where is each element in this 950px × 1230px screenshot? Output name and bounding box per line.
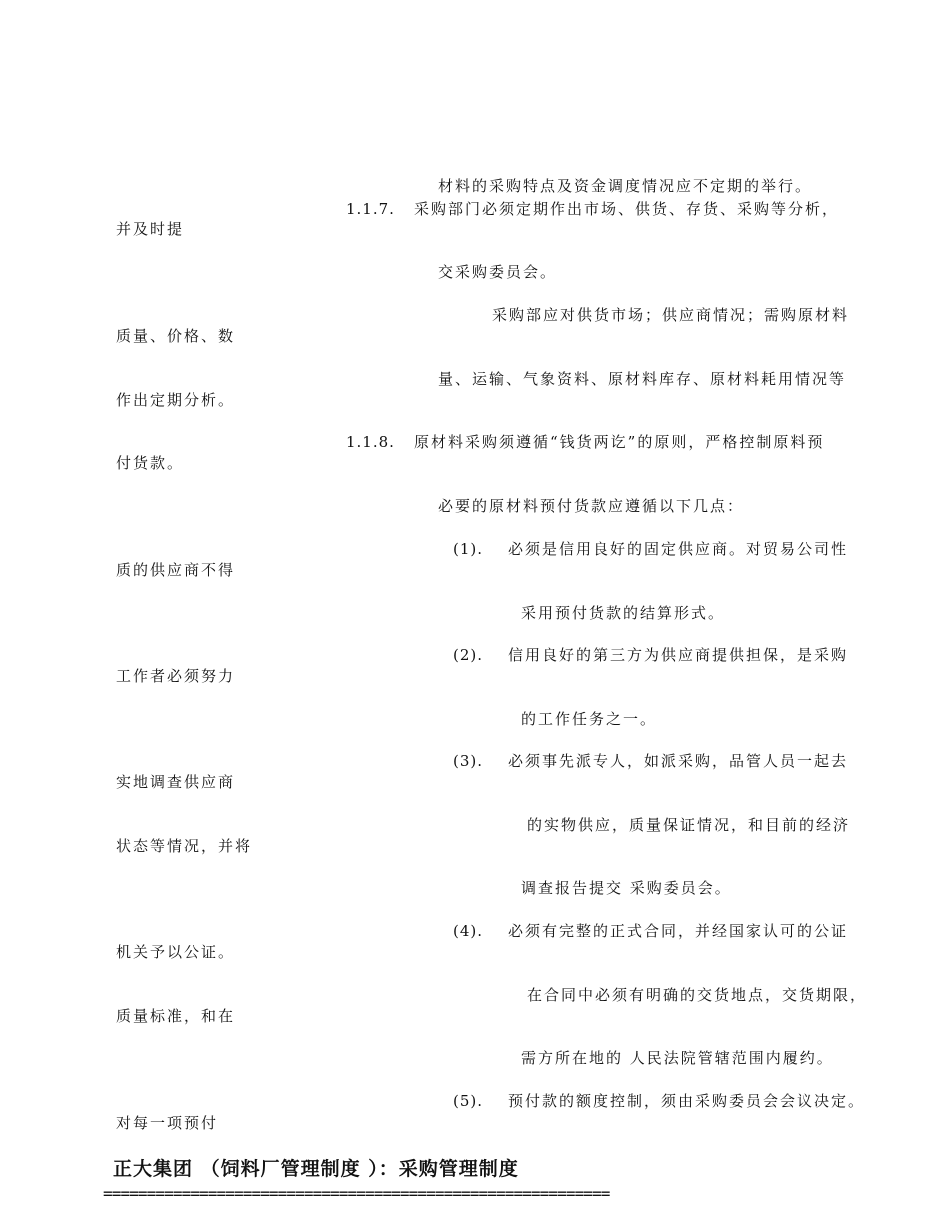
text-line: 采购部门必须定期作出市场、供货、存货、采购等分析，: [414, 200, 840, 218]
text-line: 必须是信用良好的固定供应商。对贸易公司性: [508, 540, 849, 558]
text-line: 原材料采购须遵循“钱货两讫”的原则，严格控制原料预: [414, 433, 825, 451]
text-line: 的工作任务之一。: [521, 710, 658, 728]
text-line: 作出定期分析。: [116, 391, 236, 409]
text-line: 质量、价格、数: [116, 327, 236, 345]
section-number: 1.1.8.: [346, 433, 395, 451]
text-line: 实地调查供应商: [116, 773, 236, 791]
text-line: 必须有完整的正式合同，并经国家认可的公证: [508, 922, 849, 940]
item-number: (1).: [453, 540, 484, 558]
text-line: 的实物供应，质量保证情况，和目前的经济: [527, 816, 851, 834]
text-line: 交采购委员会。: [438, 263, 558, 281]
text-line: 必要的原材料预付货款应遵循以下几点：: [438, 497, 745, 515]
section-number: 1.1.7.: [346, 200, 395, 218]
item-number: (3).: [453, 752, 484, 770]
footer-title: 正大集团 （饲料厂管理制度 ）：采购管理制度: [113, 1158, 519, 1180]
text-line: 质量标准，和在: [116, 1007, 236, 1025]
item-number: (5).: [453, 1092, 484, 1110]
footer-divider: ==========================================================: [103, 1184, 610, 1203]
text-line: 付货款。: [116, 454, 185, 472]
text-line: 采购部应对供货市场；供应商情况；需购原材料: [492, 306, 850, 324]
text-line: 并及时提: [116, 220, 185, 238]
text-line: 调查报告提交 采购委员会。: [521, 879, 732, 897]
text-line: 信用良好的第三方为供应商提供担保，是采购: [508, 646, 849, 664]
text-line: 对每一项预付: [116, 1114, 219, 1132]
text-line: 材料的采购特点及资金调度情况应不定期的举行。: [438, 177, 813, 195]
text-line: 机关予以公证。: [116, 943, 236, 961]
text-line: 状态等情况，并将: [116, 837, 253, 855]
text-line: 必须事先派专人，如派采购，品管人员一起去: [508, 752, 849, 770]
text-line: 量、运输、气象资料、原材料库存、原材料耗用情况等: [438, 370, 847, 388]
item-number: (4).: [453, 922, 484, 940]
text-line: 采用预付货款的结算形式。: [521, 604, 726, 622]
item-number: (2).: [453, 646, 484, 664]
text-line: 在合同中必须有明确的交货地点，交货期限，: [527, 986, 868, 1004]
text-line: 需方所在地的 人民法院管辖范围内履约。: [521, 1049, 834, 1067]
text-line: 工作者必须努力: [116, 667, 236, 685]
text-line: 预付款的额度控制，须由采购委员会会议决定。: [508, 1092, 866, 1110]
text-line: 质的供应商不得: [116, 561, 236, 579]
